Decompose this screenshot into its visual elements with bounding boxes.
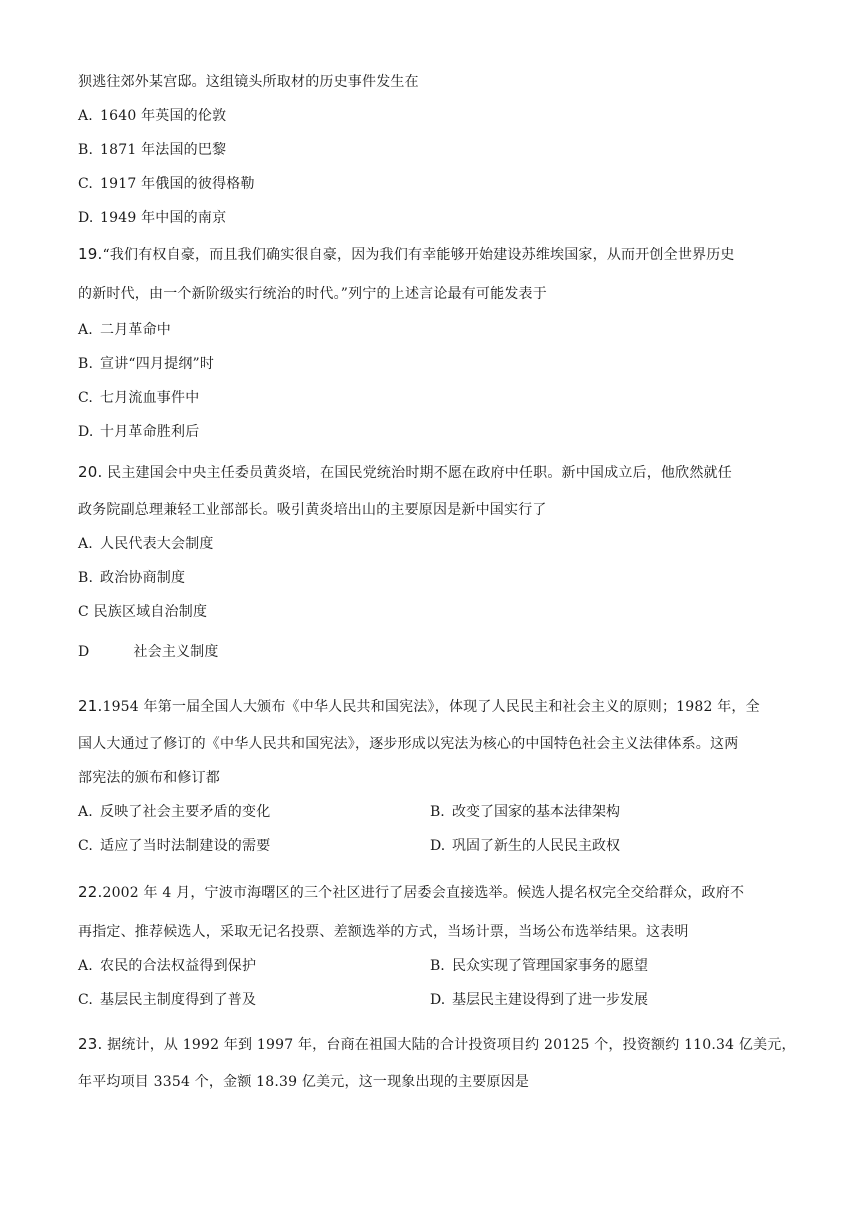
q19-option-a: A. 二月革命中 [78, 322, 171, 338]
q22-option-c: C. 基层民主制度得到了普及 [78, 992, 257, 1008]
q22-option-a: A. 农民的合法权益得到保护 [78, 958, 257, 974]
q20-option-b: B. 政治协商制度 [78, 570, 186, 586]
q21-option-c: C. 适应了当时法制建设的需要 [78, 838, 271, 854]
q22-option-b: B. 民众实现了管理国家事务的愿望 [430, 958, 648, 974]
q23-stem-line2: 年平均项目 3354 个，金额 18.39 亿美元，这一现象出现的主要原因是 [78, 1074, 530, 1090]
q20-option-d: D 社会主义制度 [78, 644, 219, 660]
q21-option-b: B. 改变了国家的基本法律架构 [430, 804, 620, 820]
q19-stem-line2: 的新时代，由一个新阶级实行统治的时代。”列宁的上述言论最有可能发表于 [78, 286, 547, 302]
q21-option-a: A. 反映了社会主要矛盾的变化 [78, 804, 271, 820]
q22-stem-line1: 22.2002 年 4 月，宁波市海曙区的三个社区进行了居委会直接选举。候选人提名权完全交给群众，政府不 [78, 883, 745, 901]
q20-stem-line1: 20. 民主建国会中央主任委员黄炎培，在国民党统治时期不愿在政府中任职。新中国成立后，他欣然就任 [78, 463, 732, 481]
q18-option-c: C. 1917 年俄国的彼得格勒 [78, 176, 255, 192]
q19-option-b: B. 宣讲“四月提纲”时 [78, 356, 215, 372]
q18-stem-end: 狈逃往郊外某宫邸。这组镜头所取材的历史事件发生在 [78, 74, 419, 90]
q19-stem-line1: 19.“我们有权自豪，而且我们确实很自豪，因为我们有幸能够开始建设苏维埃国家，从而开创全世界历史 [78, 245, 735, 263]
q19-option-d: D. 十月革命胜利后 [78, 424, 200, 440]
q21-option-d: D. 巩固了新生的人民民主政权 [430, 838, 620, 854]
q18-option-b: B. 1871 年法国的巴黎 [78, 142, 227, 158]
q22-stem-line2: 再指定、推荐候选人，采取无记名投票、差额选举的方式，当场计票，当场公布选举结果。这表明 [78, 924, 689, 940]
q20-stem-line2: 政务院副总理兼轻工业部部长。吸引黄炎培出山的主要原因是新中国实行了 [78, 502, 547, 518]
q21-stem-line2: 国人大通过了修订的《中华人民共和国宪法》，逐步形成以宪法为核心的中国特色社会主义法律体系。这两 [78, 736, 739, 752]
q20-option-c: C 民族区域自治制度 [78, 604, 208, 620]
q23-stem-line1: 23. 据统计，从 1992 年到 1997 年，台商在祖国大陆的合计投资项目约 20125 个，投资额约 110.34 亿美元， [78, 1035, 796, 1053]
q20-option-a: A. 人民代表大会制度 [78, 536, 214, 552]
q18-option-a: A. 1640 年英国的伦敦 [78, 108, 227, 124]
q19-option-c: C. 七月流血事件中 [78, 390, 200, 406]
q18-option-d: D. 1949 年中国的南京 [78, 210, 227, 226]
q21-stem-line3: 部宪法的颁布和修订都 [78, 770, 220, 786]
q21-stem-line1: 21.1954 年第一届全国人大颁布《中华人民共和国宪法》，体现了人民民主和社会主义的原则；1982 年，全 [78, 697, 760, 715]
q22-option-d: D. 基层民主建设得到了进一步发展 [430, 992, 648, 1008]
